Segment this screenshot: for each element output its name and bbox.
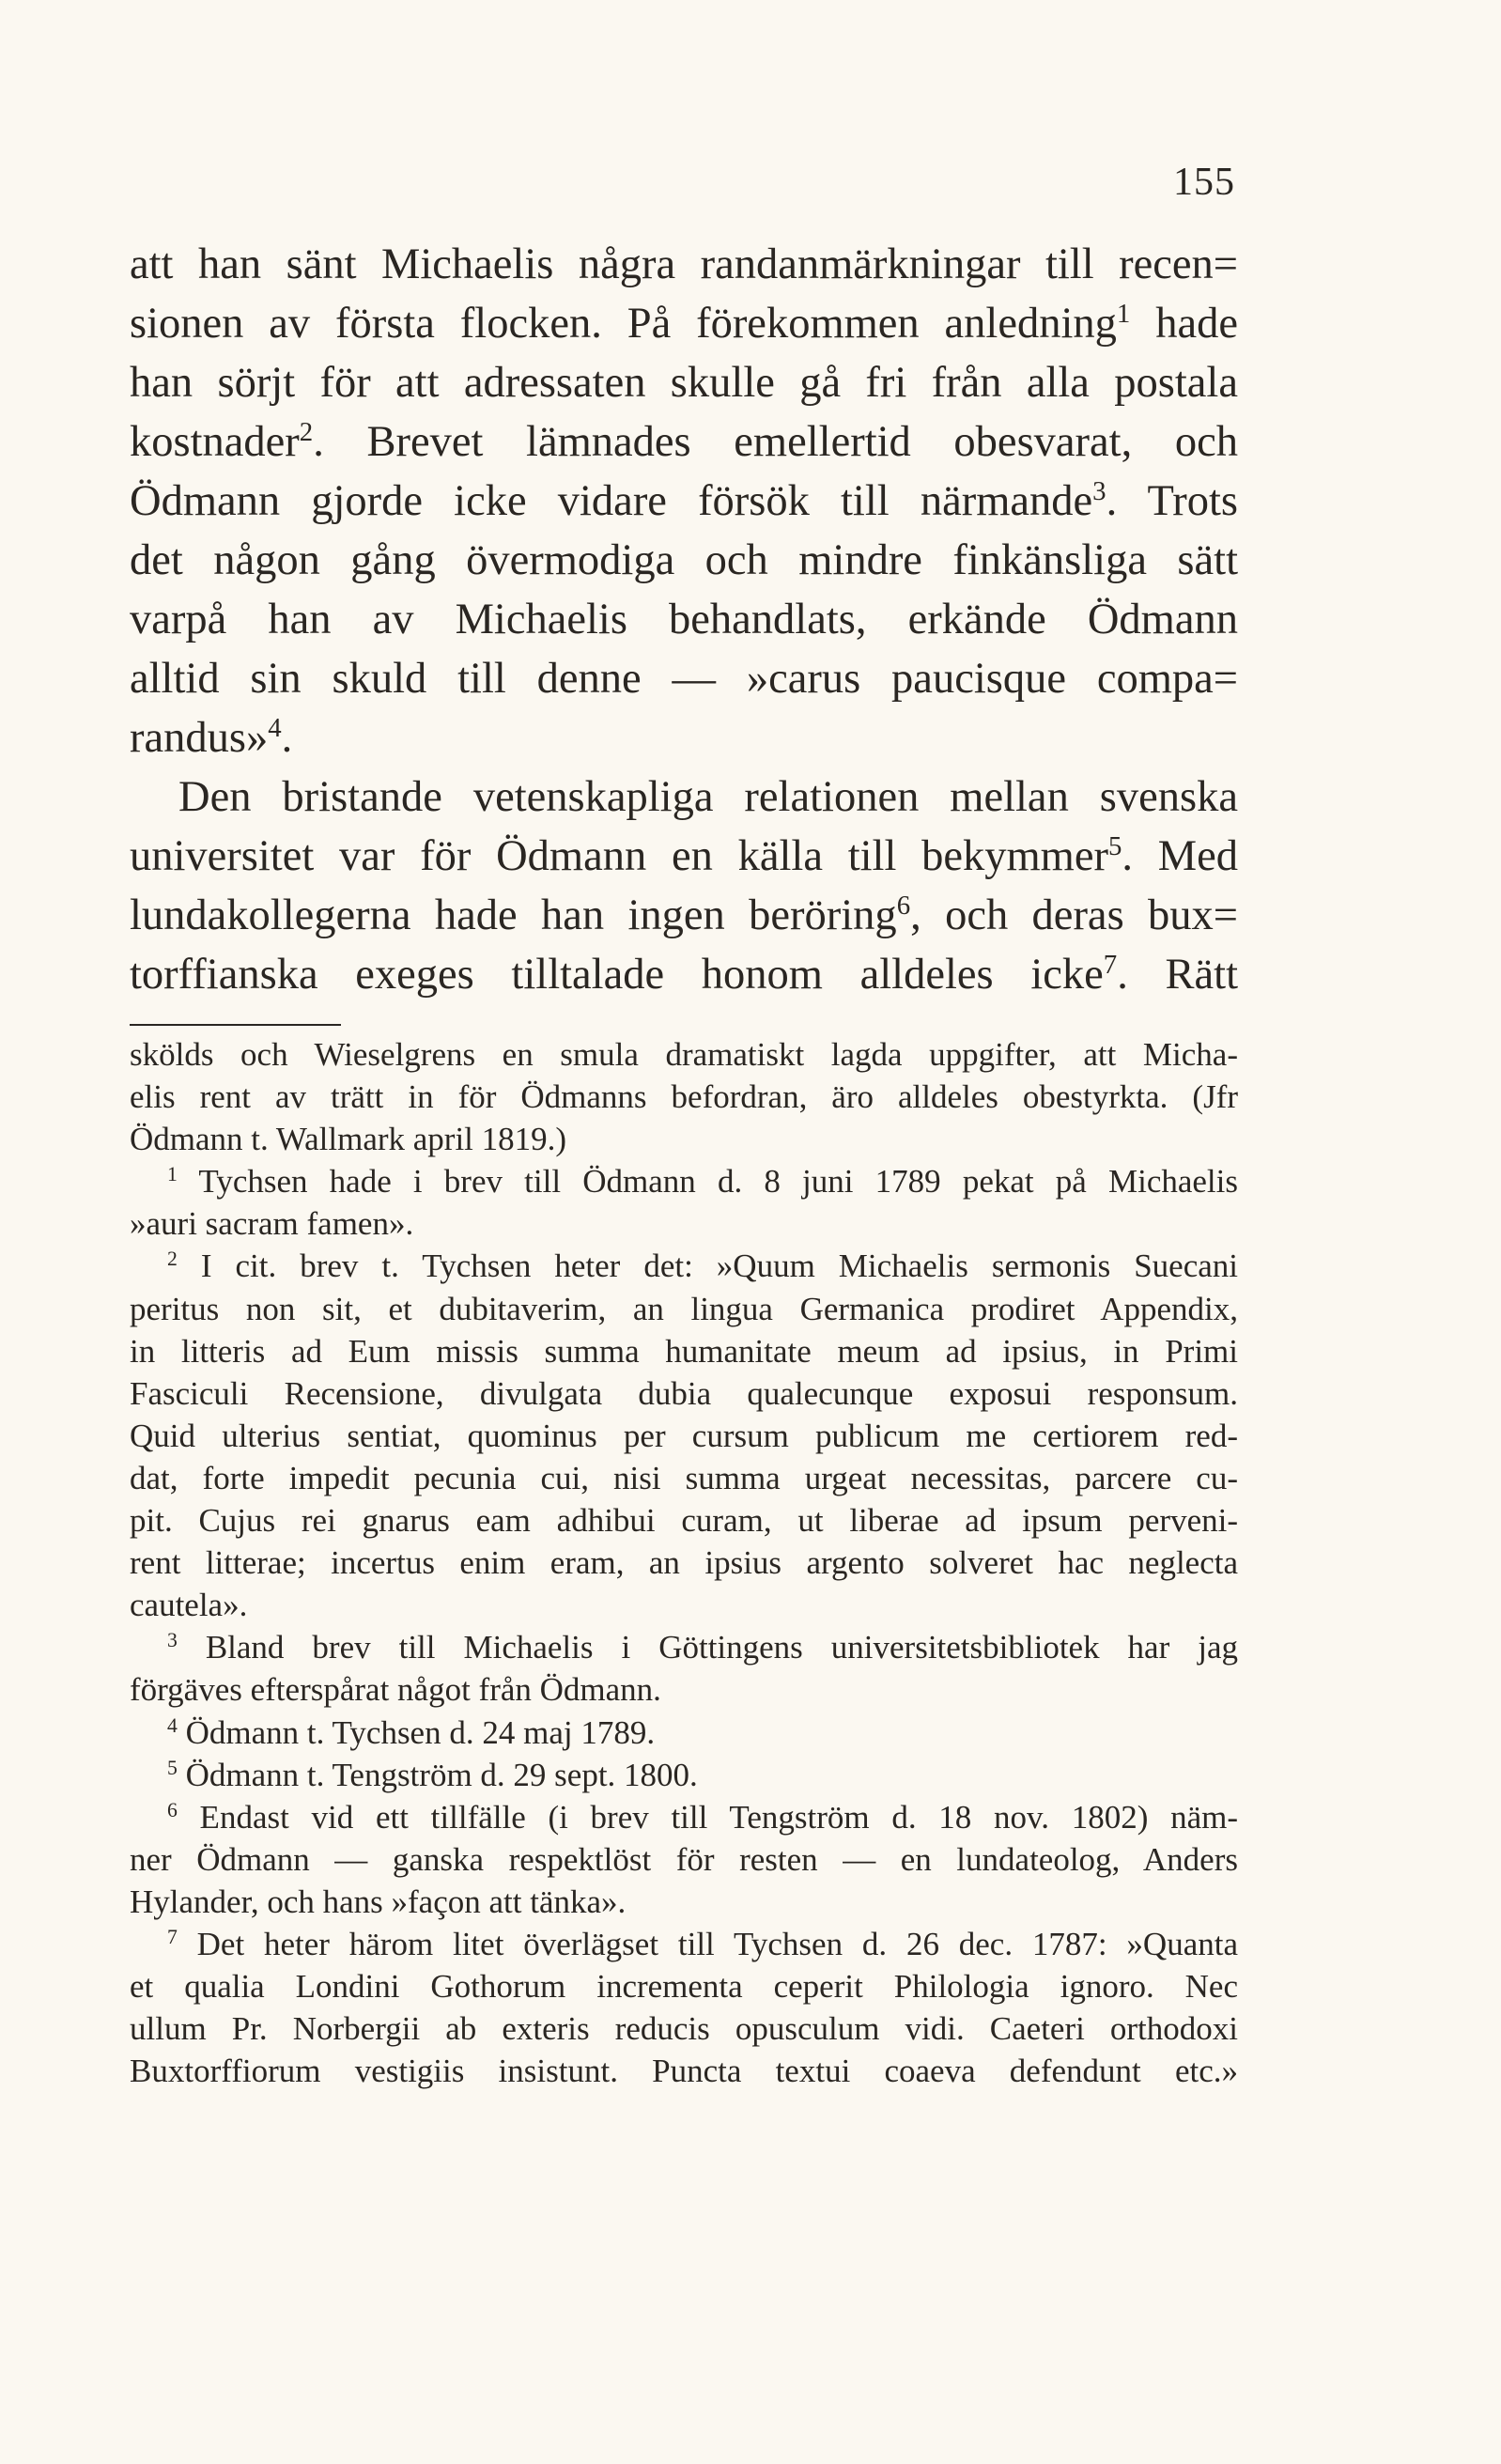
body-line: [130, 590, 1238, 649]
line-text: »auri sacram famen».: [130, 1205, 414, 1243]
body-line: [130, 886, 1238, 945]
footnote-line: [130, 1330, 1238, 1372]
footnote-line: [130, 1542, 1238, 1584]
line-text: pit. Cujus rei gnarus eam adhibui curam, ut liberae ad ipsum perveni-: [130, 1502, 1238, 1540]
footnote-marker: 2: [167, 1247, 178, 1271]
footnote-reference: 3: [1092, 476, 1106, 507]
page-number: 155: [1173, 161, 1235, 204]
line-text: Ödmann t. Tengström d. 29 sept. 1800.: [177, 1756, 698, 1793]
body-line: [130, 412, 1238, 472]
line-text: sionen av första flocken. På förekommen anledning: [130, 300, 1117, 348]
main-body-text: [130, 235, 1238, 1004]
line-text: ullum Pr. Norbergii ab exteris reducis opusculum vidi. Caeteri orthodoxi: [130, 2010, 1238, 2048]
footnote-reference: 7: [1103, 950, 1118, 981]
line-text: universitet var för Ödmann en källa till bekymmer: [130, 832, 1108, 880]
line-text: skölds och Wieselgrens en smula dramatiskt lagda uppgifter, att Micha-: [130, 1036, 1238, 1073]
line-text: dat, forte impedit pecunia cui, nisi summa urgeat necessitas, parcere cu-: [130, 1459, 1238, 1496]
footnote-line: [130, 1499, 1238, 1542]
footnote-reference: 1: [1116, 299, 1131, 330]
line-text: han sörjt för att adressaten skulle gå fri från alla postala: [130, 359, 1238, 407]
line-text: Den bristande vetenskapliga relationen mellan svenska: [178, 773, 1238, 821]
line-text: Tychsen hade i brev till Ödmann d. 8 juni 1789 pekat på Michaelis: [177, 1163, 1238, 1201]
footnote-marker: 1: [167, 1163, 178, 1186]
footnote-line: [130, 1838, 1238, 1881]
footnote-line: [130, 1626, 1238, 1668]
footnote-reference: 4: [268, 713, 282, 744]
body-line: [130, 472, 1238, 531]
body-line: [130, 945, 1238, 1004]
footnote-marker: 4: [167, 1713, 178, 1737]
line-text: Ödmann t. Wallmark april 1819.): [130, 1121, 567, 1158]
line-text: alltid sin skuld till denne — »carus paucisque compa=: [130, 655, 1238, 703]
footnote-separator-rule: [130, 1024, 341, 1026]
line-text: Endast vid ett tillfälle (i brev till Tengström d. 18 nov. 1802) näm-: [177, 1798, 1238, 1836]
line-text: att han sänt Michaelis några randanmärkningar till recen=: [130, 240, 1238, 288]
line-text-continuation: , och deras bux=: [910, 891, 1238, 939]
footnote-line: [130, 1118, 1238, 1160]
line-text: Fasciculi Recensione, divulgata dubia qualecunque exposui responsum.: [130, 1374, 1238, 1412]
footnote-line: [130, 1881, 1238, 1923]
footnote-marker: 7: [167, 1926, 178, 1949]
footnotes: [130, 1033, 1238, 2092]
line-text-continuation: hade: [1130, 300, 1238, 348]
line-text: Ödmann t. Tychsen d. 24 maj 1789.: [177, 1713, 656, 1751]
footnote-line: [130, 1712, 1238, 1754]
line-text: peritus non sit, et dubitaverim, an lingua Germanica prodiret Appendix,: [130, 1290, 1238, 1327]
footnote-reference: 5: [1107, 831, 1122, 862]
footnote-line: [130, 1033, 1238, 1076]
line-text: Hylander, och hans »façon att tänka».: [130, 1883, 627, 1920]
line-text: cautela».: [130, 1587, 248, 1624]
body-line: [130, 235, 1238, 294]
body-line: [130, 767, 1238, 827]
line-text: Det heter härom litet överlägset till Tychsen d. 26 dec. 1787: »Quanta: [177, 1925, 1238, 1962]
line-text-continuation: . Med: [1122, 832, 1238, 880]
line-text: Ödmann gjorde icke vidare försök till närmande: [130, 477, 1093, 525]
line-text: rent litterae; incertus enim eram, an ipsius argento solveret hac neglecta: [130, 1544, 1238, 1582]
footnote-marker: 5: [167, 1756, 178, 1779]
body-line: [130, 294, 1238, 353]
footnote-line: [130, 1245, 1238, 1287]
footnote-line: [130, 1202, 1238, 1245]
footnote-line: [130, 1584, 1238, 1626]
line-text: Buxtorffiorum vestigiis insistunt. Puncta textui coaeva defendunt etc.»: [130, 2053, 1238, 2090]
footnote-line: [130, 1965, 1238, 2007]
footnote-line: [130, 1457, 1238, 1499]
line-text: kostnader: [130, 418, 300, 466]
line-text: lundakollegerna hade han ingen beröring: [130, 891, 897, 939]
footnote-reference: 6: [896, 891, 911, 922]
footnote-line: [130, 1754, 1238, 1796]
line-text: Quid ulterius sentiat, quominus per cursum publicum me certiorem red-: [130, 1417, 1238, 1454]
body-line: [130, 649, 1238, 708]
footnote-line: [130, 1288, 1238, 1330]
body-line: [130, 531, 1238, 590]
line-text: ner Ödmann — ganska respektlöst för resten — en lundateolog, Anders: [130, 1840, 1238, 1878]
body-line: [130, 353, 1238, 412]
line-text: varpå han av Michaelis behandlats, erkände Ödmann: [130, 596, 1238, 643]
line-text: in litteris ad Eum missis summa humanitate meum ad ipsius, in Primi: [130, 1332, 1238, 1370]
footnote-line: [130, 1160, 1238, 1202]
footnote-line: [130, 1923, 1238, 1965]
line-text: Bland brev till Michaelis i Göttingens universitetsbibliotek har jag: [177, 1629, 1238, 1666]
line-text: elis rent av trätt in för Ödmanns befordran, äro alldeles obestyrkta. (Jfr: [130, 1078, 1238, 1116]
footnote-marker: 6: [167, 1798, 178, 1821]
line-text-continuation: .: [281, 714, 293, 762]
line-text: randus»: [130, 714, 269, 762]
footnote-line: [130, 1668, 1238, 1711]
line-text-continuation: . Trots: [1106, 477, 1238, 525]
footnote-line: [130, 1415, 1238, 1457]
line-text-continuation: . Rätt: [1117, 951, 1238, 999]
body-line: [130, 708, 1238, 767]
footnote-line: [130, 1796, 1238, 1838]
footnote-reference: 2: [299, 417, 314, 448]
footnote-line: [130, 1076, 1238, 1118]
line-text: I cit. brev t. Tychsen heter det: »Quum Michaelis sermonis Suecani: [177, 1247, 1238, 1285]
line-text: et qualia Londini Gothorum incrementa ceperit Philologia ignoro. Nec: [130, 1968, 1238, 2006]
line-text: torffianska exeges tilltalade honom alldeles icke: [130, 951, 1104, 999]
footnote-line: [130, 2007, 1238, 2050]
footnote-marker: 3: [167, 1629, 178, 1652]
line-text: det någon gång övermodiga och mindre finkänsliga sätt: [130, 536, 1238, 584]
line-text: förgäves efterspårat något från Ödmann.: [130, 1671, 661, 1709]
line-text-continuation: . Brevet lämnades emellertid obesvarat, och: [313, 418, 1238, 466]
body-line: [130, 827, 1238, 886]
footnote-line: [130, 1372, 1238, 1415]
footnote-line: [130, 2050, 1238, 2092]
